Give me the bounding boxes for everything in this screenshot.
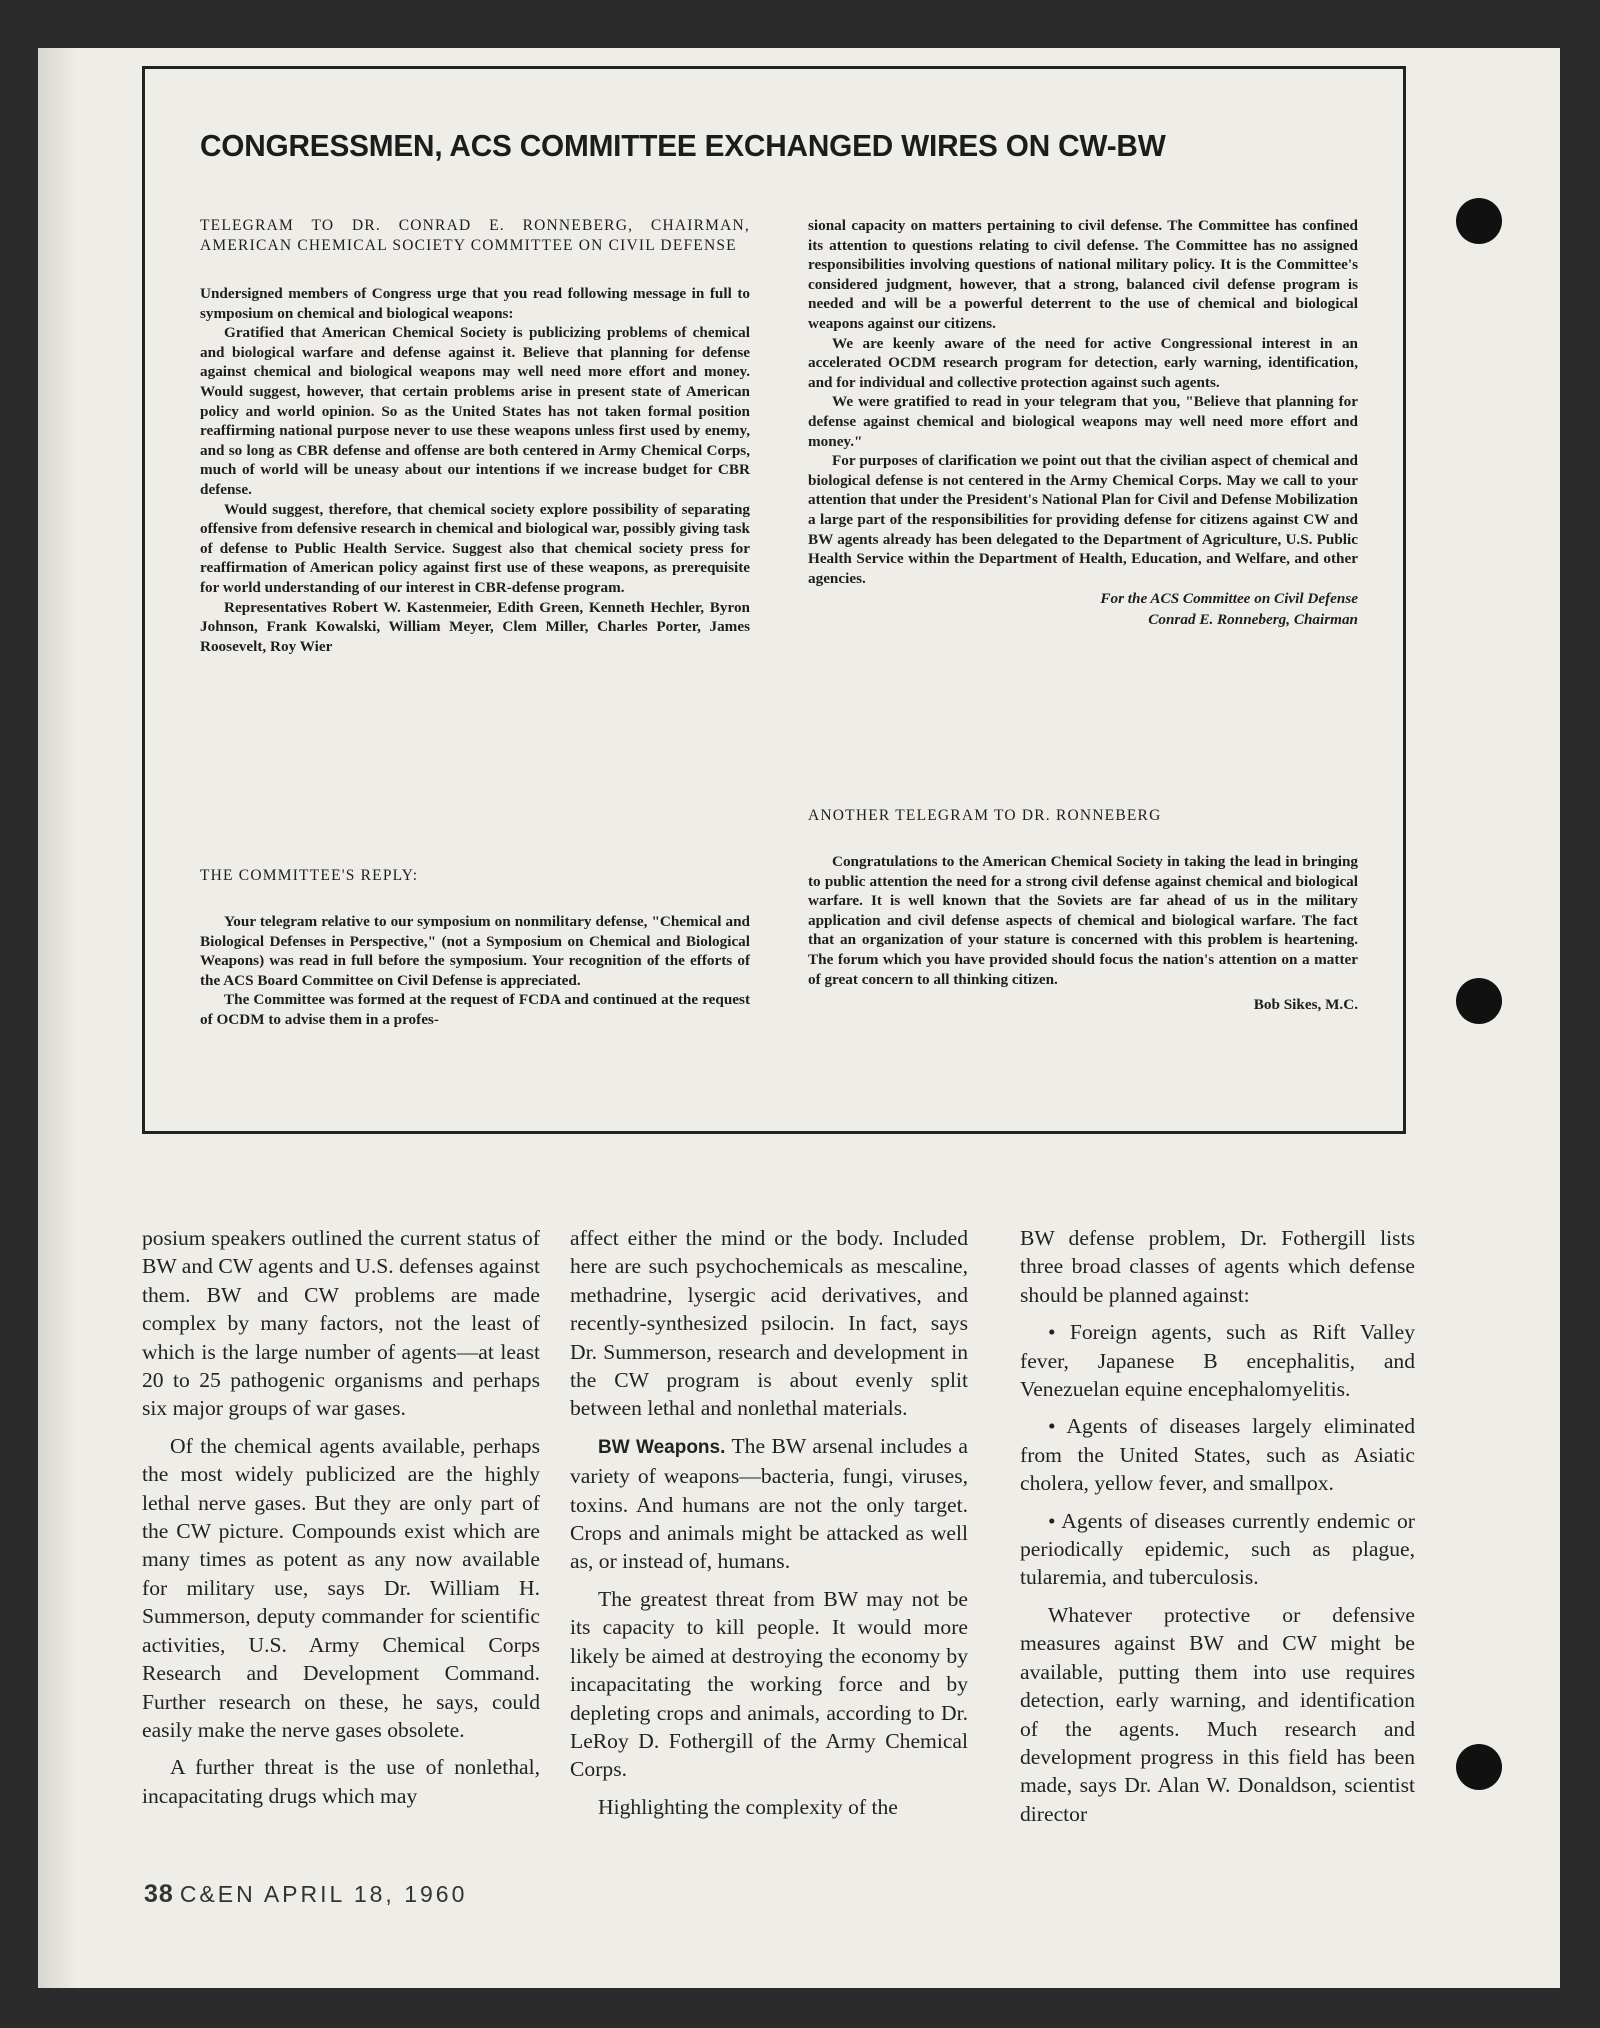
article-paragraph-bw-weapons xyxy=(570,1432,968,1576)
telegram1-signatories: Representatives Robert W. Kastenmeier, Edith Green, Kenneth Hechler, Byron Johnson, Frank Kowalski, William Meyer, Clem Miller, Charles Porter, James Roosevelt, Roy Wier xyxy=(200,598,750,655)
page-number: 38 xyxy=(144,1880,174,1908)
agent-class-bullet: • Agents of diseases largely eliminated from the United States, such as Asiatic cholera, yellow fever, and smallpox. xyxy=(1020,1414,1415,1496)
reply-paragraph: Your telegram relative to our symposium on nonmilitary defense, "Chemical and Biological Defenses in Perspective," (not a Symposium on Chemical and Biological Weapons) was read in full before the symposium. Your recognition of the efforts of the ACS Board Committee on Civil Defense is appreciated. xyxy=(200,913,750,989)
reply-signature-line2: Conrad E. Ronneberg, Chairman xyxy=(1148,611,1358,629)
telegram1-paragraph: Would suggest, therefore, that chemical society explore possibility of separating offensive from defensive research in chemical and biological war, possibly giving task of defense to Public Health Service. Suggest also that chemical society press for reaffirmation of American policy against first use of these weapons, as prerequisite for world understanding of our interest in CBR-defense program. xyxy=(200,500,750,596)
reply-paragraph: We were gratified to read in your telegram that you, "Believe that planning for defense against chemical and biological weapons may well need more effort and money." xyxy=(808,393,1358,450)
reply-column-left xyxy=(200,866,750,1030)
article-paragraph: A further threat is the use of nonlethal, incapacitating drugs which may xyxy=(142,1755,540,1808)
bw-weapons-text: The BW arsenal includes a variety of weapons—bacteria, fungi, viruses, toxins. And humans are not the only target. Crops and animals might be attacked as well as, or instead of, humans. xyxy=(570,1433,968,1574)
telegram2-column xyxy=(808,806,1358,1015)
article-paragraph: The greatest threat from BW may not be its capacity to kill people. It would more likely be aimed at destroying the economy by incapacitating the working force and by depleting crops and animals, according to Dr. LeRoy D. Fothergill of the Army Chemical Corps. xyxy=(570,1586,968,1782)
article-column-1 xyxy=(142,1224,540,1819)
telegram2-heading: ANOTHER TELEGRAM TO DR. RONNEBERG xyxy=(808,807,1162,824)
reply-paragraph: For purposes of clarification we point out that the civilian aspect of chemical and biological defense is not centered in the Army Chemical Corps. May we call to your attention that under the President's National Plan for Civil and Defense Mobilization a large part of the responsibilities for providing defense for citizens against CW and BW agents already has been delegated to the Department of Agriculture, U.S. Public Health Service within the Department of Health, Education, and Welfare, and other agencies. xyxy=(808,452,1358,587)
publication-dateline: C&EN APRIL 18, 1960 xyxy=(179,1881,468,1907)
agent-class-bullet: • Foreign agents, such as Rift Valley fever, Japanese B encephalitis, and Venezuelan equine encephalomyelitis. xyxy=(1020,1320,1415,1402)
article-paragraph: posium speakers outlined the current status of BW and CW agents and U.S. defenses against them. BW and CW problems are made complex by many factors, not the least of which is the large number of agents—at least 20 to 25 pathogenic organisms and perhaps six major groups of war gases. xyxy=(142,1226,541,1421)
binder-hole-middle xyxy=(1456,978,1502,1024)
article-paragraph: Whatever protective or defensive measures against BW and CW might be available, putting them into use requires detection, early warning, and identification of the agents. Much research and development progress in this field has been made, says Dr. Alan W. Donaldson, scientist director xyxy=(1020,1602,1415,1826)
page-headline: CONGRESSMEN, ACS COMMITTEE EXCHANGED WIRES ON CW-BW xyxy=(200,128,1166,163)
article-column-2 xyxy=(570,1224,968,1830)
reply-column-right xyxy=(808,216,1358,630)
article-paragraph: Highlighting the complexity of the xyxy=(598,1794,898,1819)
page-footer xyxy=(144,1880,467,1909)
telegram2-signature: Bob Sikes, M.C. xyxy=(1253,996,1358,1014)
agent-class-bullet: • Agents of diseases currently endemic or periodically epidemic, such as plague, tularemia, and tuberculosis. xyxy=(1020,1508,1415,1590)
article-paragraph: Of the chemical agents available, perhaps the most widely publicized are the highly lethal nerve gases. But they are only part of the CW picture. Compounds exist which are many times as potent as any now available for military use, says Dr. William H. Summerson, deputy commander for scientific activities, U.S. Army Chemical Corps Research and Development Command. Further research on these, he says, could easily make the nerve gases obsolete. xyxy=(142,1433,540,1742)
telegram1-heading: TELEGRAM TO DR. CONRAD E. RONNEBERG, CHAIRMAN, AMERICAN CHEMICAL SOCIETY COMMITTEE ON CIVIL DEFENSE xyxy=(200,217,750,254)
telegram1-paragraph: Gratified that American Chemical Society is publicizing problems of chemical and biological warfare and defense against it. Believe that planning for defense against chemical and biological weapons may well need more effort and money. Would suggest, however, that certain problems arise in present state of American policy and world opinion. So as the United States has not taken formal position reaffirming national purpose never to use these weapons unless first used by enemy, and so long as CBR defense and offense are both centered in Army Chemical Corps, much of world will be uneasy about our intentions if we increase budget for CBR defense. xyxy=(200,324,750,498)
binder-hole-top xyxy=(1456,198,1502,244)
telegram-column-left xyxy=(200,216,750,656)
binder-hole-bottom xyxy=(1456,1744,1502,1790)
bw-weapons-subhead: BW Weapons. xyxy=(598,1436,726,1458)
paper-edge-shadow xyxy=(38,48,78,1988)
reply-paragraph: sional capacity on matters pertaining to civil defense. The Committee has confined its attention to questions relating to civil defense. The Committee has no assigned responsibilities involving questions of national military policy. It is the Committee's considered judgment, however, that a strong, balanced civil defense program is needed and will be a powerful deterrent to the use of chemical and biological weapons against our citizens. xyxy=(808,217,1358,332)
article-paragraph: BW defense problem, Dr. Fothergill lists three broad classes of agents which defense should be planned against: xyxy=(1020,1226,1415,1307)
reply-signature-line1: For the ACS Committee on Civil Defense xyxy=(1100,590,1358,608)
reply-paragraph: We are keenly aware of the need for active Congressional interest in an accelerated OCDM research program for detection, early warning, identification, and for individual and collective protection against such agents. xyxy=(808,334,1358,391)
reply-heading: THE COMMITTEE'S REPLY: xyxy=(200,867,419,884)
article-paragraph: affect either the mind or the body. Included here are such psychochemicals as mescaline, methadrine, lysergic acid derivatives, and recently-synthesized psilocin. In fact, says Dr. Summerson, research and development in the CW program is about evenly split between lethal and nonlethal materials. xyxy=(570,1226,968,1421)
article-column-3 xyxy=(1020,1224,1415,1837)
reply-paragraph: The Committee was formed at the request of FCDA and continued at the request of OCDM to advise them in a profes- xyxy=(200,991,750,1028)
telegram2-body: Congratulations to the American Chemical Society in taking the lead in bringing to public attention the need for a strong civil defense against chemical and biological warfare. It is well known that the Soviets are far ahead of us in the military application and civil defense aspects of chemical and biological warfare. The fact that an organization of your stature is concerned with this problem is heartening. The forum which you have provided should focus the nation's attention on a matter of great concern to all thinking citizen. xyxy=(808,853,1358,988)
telegram1-paragraph: Undersigned members of Congress urge that you read following message in full to symposium on chemical and biological weapons: xyxy=(200,285,750,322)
